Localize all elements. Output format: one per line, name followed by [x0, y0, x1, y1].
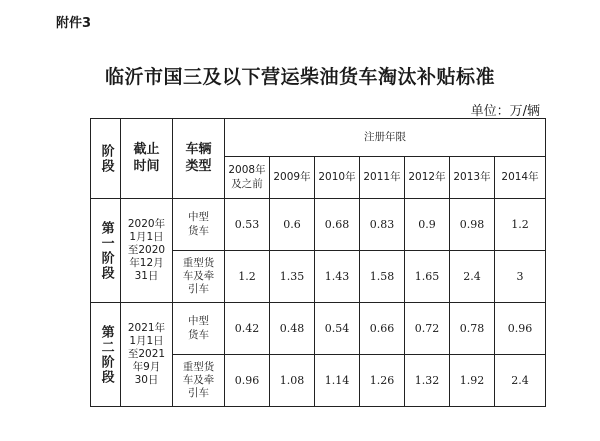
stage-header-cell [91, 119, 121, 199]
subsidy-value: 0.98 [450, 199, 495, 251]
year-header-2008 [225, 157, 270, 199]
subsidy-value: 0.72 [405, 303, 450, 355]
vehicle-type-cell [173, 199, 225, 251]
vehicle-type-line: 中型 [188, 315, 209, 328]
year-header: 2009年 [270, 157, 315, 199]
vehicle-type-line: 车及牵 [182, 373, 215, 386]
subsidy-value: 0.83 [360, 199, 405, 251]
subsidy-value: 0.54 [315, 303, 360, 355]
document-title: 临沂市国三及以下营运柴油货车淘汰补贴标准 [104, 66, 495, 88]
subsidy-value: 1.26 [360, 355, 405, 407]
year-header: 2014年 [495, 157, 546, 199]
stage-name: 第一阶段 [98, 220, 114, 281]
vehicle-type-header-line2: 类型 [185, 158, 212, 174]
subsidy-value: 0.78 [450, 303, 495, 355]
registration-years-header: 注册年限 [225, 119, 546, 157]
subsidy-value: 1.65 [405, 251, 450, 303]
vehicle-type-line: 货车 [188, 328, 209, 341]
vehicle-type-line: 重型货 [182, 256, 215, 269]
subsidy-value: 2.4 [450, 251, 495, 303]
table-row [91, 199, 546, 251]
subsidy-value: 0.66 [360, 303, 405, 355]
subsidy-table [90, 118, 546, 407]
vehicle-type-line: 引车 [188, 283, 209, 296]
subsidy-value: 1.08 [270, 355, 315, 407]
attachment-label: 附件3 [56, 16, 92, 31]
period-line: 31日 [134, 270, 159, 283]
stage-cell [91, 199, 121, 303]
header-row-top [91, 119, 546, 157]
vehicle-type-line: 货车 [188, 224, 209, 237]
subsidy-value: 0.68 [315, 199, 360, 251]
deadline-header-cell [121, 119, 173, 199]
subsidy-value: 1.32 [405, 355, 450, 407]
year-header: 2011年 [360, 157, 405, 199]
period-line: 至2021 [127, 347, 166, 360]
subsidy-value: 1.35 [270, 251, 315, 303]
subsidy-value: 1.2 [495, 199, 546, 251]
vehicle-type-cell [173, 355, 225, 407]
vehicle-type-line: 中型 [188, 211, 209, 224]
vehicle-type-header-cell [173, 119, 225, 199]
period-line: 1月1日 [129, 334, 164, 347]
vehicle-type-cell [173, 303, 225, 355]
subsidy-value: 2.4 [495, 355, 546, 407]
subsidy-value: 1.58 [360, 251, 405, 303]
period-line: 2020年 [127, 217, 166, 230]
year-header-2008-line1: 2008年 [228, 164, 266, 177]
subsidy-value: 1.2 [225, 251, 270, 303]
period-line: 2021年 [127, 321, 166, 334]
period-line: 年9月 [132, 361, 161, 374]
year-header: 2012年 [405, 157, 450, 199]
period-cell [121, 303, 173, 407]
subsidy-value: 0.9 [405, 199, 450, 251]
period-line: 至2020 [127, 243, 166, 256]
subsidy-value: 1.43 [315, 251, 360, 303]
subsidy-value: 0.96 [495, 303, 546, 355]
period-line: 1月1日 [129, 230, 164, 243]
subsidy-value: 3 [495, 251, 546, 303]
stage-header: 阶段 [98, 143, 114, 174]
subsidy-value: 0.6 [270, 199, 315, 251]
subsidy-value: 0.96 [225, 355, 270, 407]
period-line: 30日 [134, 374, 159, 387]
table-row [91, 303, 546, 355]
subsidy-value: 1.14 [315, 355, 360, 407]
subsidy-value: 0.53 [225, 199, 270, 251]
year-header-2008-line2: 及之前 [231, 177, 263, 190]
year-header: 2013年 [450, 157, 495, 199]
vehicle-type-cell [173, 251, 225, 303]
subsidy-value: 1.92 [450, 355, 495, 407]
deadline-header-line2: 时间 [133, 158, 160, 174]
unit-label: 单位：万/辆 [470, 104, 540, 119]
stage-cell [91, 303, 121, 407]
stage-name: 第二阶段 [98, 324, 114, 385]
year-header: 2010年 [315, 157, 360, 199]
vehicle-type-line: 车及牵 [182, 269, 215, 282]
vehicle-type-line: 引车 [188, 387, 209, 400]
period-line: 年12月 [129, 257, 164, 270]
deadline-header-line1: 截止 [133, 142, 160, 158]
subsidy-value: 0.42 [225, 303, 270, 355]
period-cell [121, 199, 173, 303]
vehicle-type-line: 重型货 [182, 360, 215, 373]
vehicle-type-header-line1: 车辆 [185, 142, 212, 158]
subsidy-value: 0.48 [270, 303, 315, 355]
